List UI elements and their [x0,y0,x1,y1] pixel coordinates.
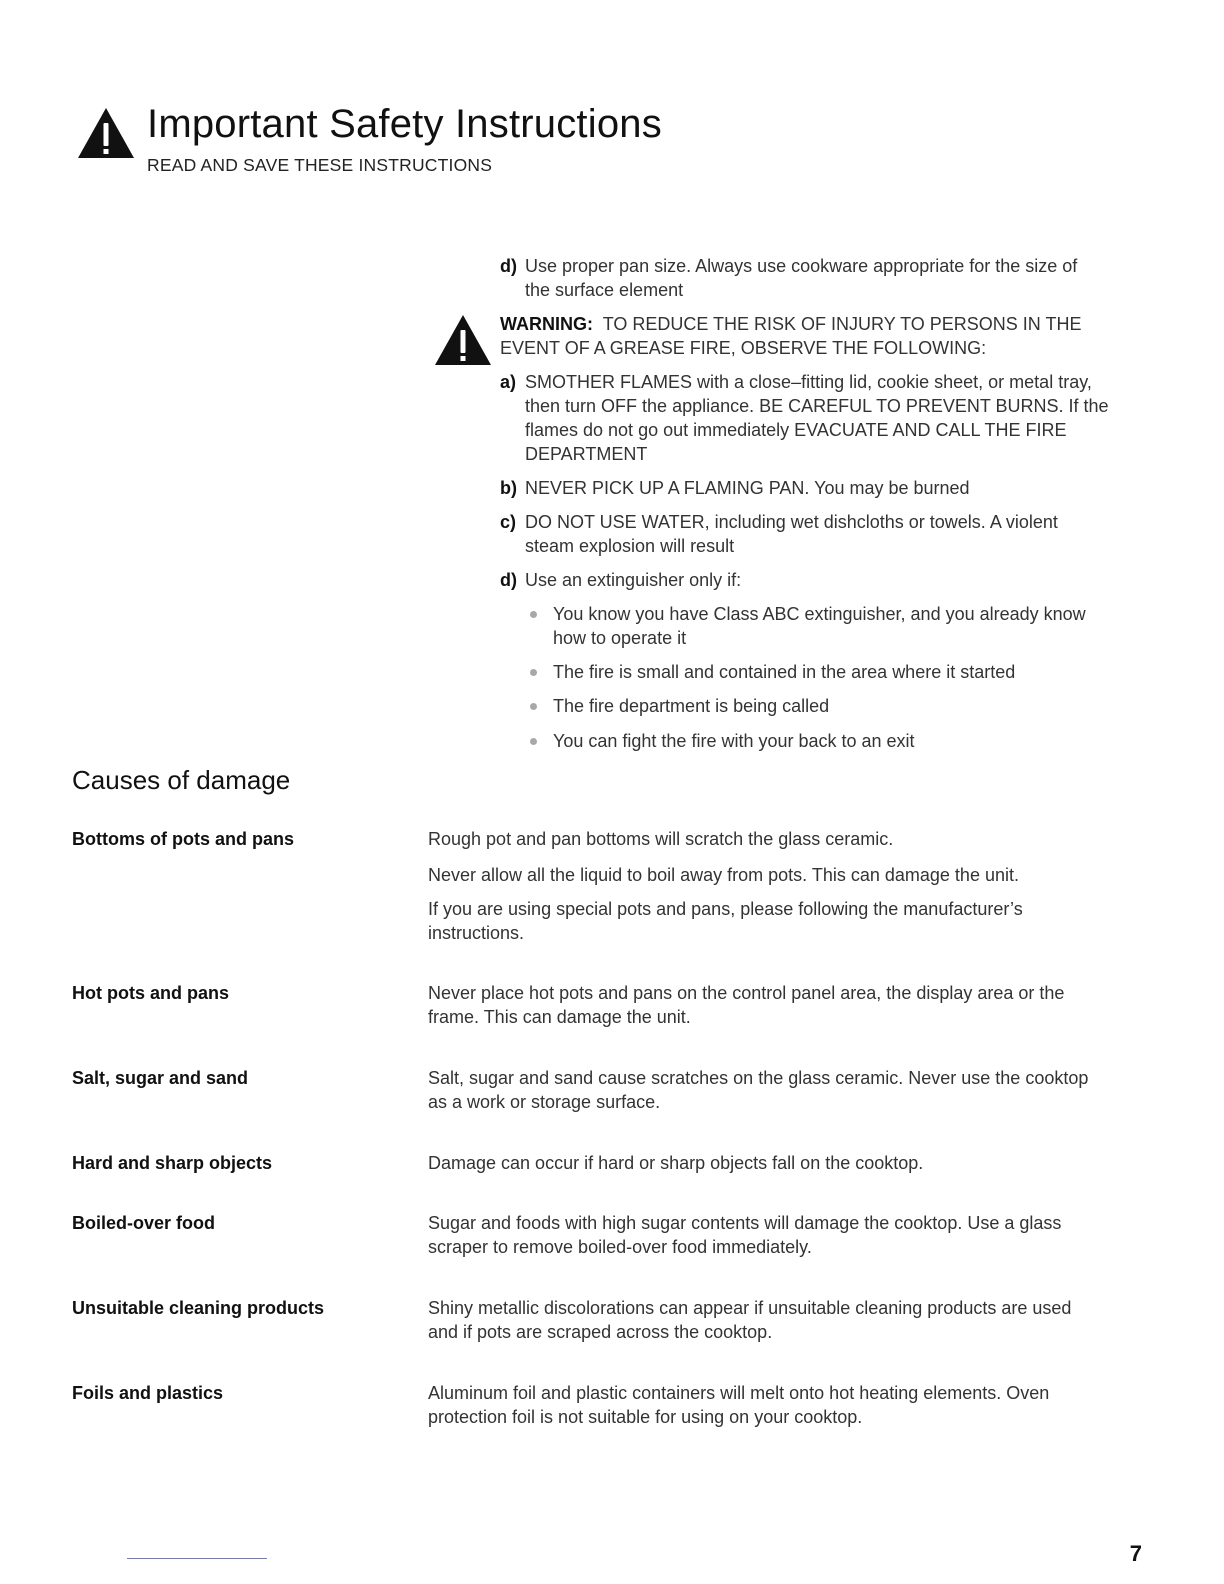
bullet-3-line-1: The fire department is being called [553,696,830,716]
bullet-dot-icon [530,738,537,745]
item-b-line-1: NEVER PICK UP A FLAMING PAN. You may be burned [525,478,970,498]
item-c-label: c) [500,512,517,532]
row-cleaning-line-2: and if pots are scraped across the cooktop. [428,1322,773,1342]
item-a-line-3: flames do not go out immediately EVACUATE AND CALL THE FIRE [525,420,1067,440]
item-a-line-2: then turn OFF the appliance. BE CAREFUL TO PREVENT BURNS. If the [525,396,1109,416]
item-c-line-1: DO NOT USE WATER, including wet dishcloths or towels. A violent [525,512,1058,532]
page-number: 7 [1129,1541,1142,1566]
page-title: Important Safety Instructions [147,102,662,146]
item-a-line-4: DEPARTMENT [525,444,648,464]
footer-rule [127,1558,267,1559]
bullet-2-line-1: The fire is small and contained in the area where it started [553,662,1016,682]
bullet-dot-icon [530,703,537,710]
bullet-4-line-1: You can fight the fire with your back to an exit [553,731,915,751]
item-b-label: b) [500,478,517,498]
item-d1-line-1: Use proper pan size. Always use cookware appropriate for the size of [525,256,1078,276]
row-label-boiled-over: Boiled-over food [72,1213,215,1233]
item-d2-line-1: Use an extinguisher only if: [525,570,742,590]
row-label-foils: Foils and plastics [72,1383,224,1403]
bullet-dot-icon [530,669,537,676]
row-label-bottoms: Bottoms of pots and pans [72,829,294,849]
warning-icon [433,313,493,367]
row-bottoms-p3-line-1: If you are using special pots and pans, please following the manufacturer’s [428,899,1023,919]
row-foils-line-2: protection foil is not suitable for using on your cooktop. [428,1407,863,1427]
item-d1-label: d) [500,256,517,276]
row-label-hard-objects: Hard and sharp objects [72,1153,273,1173]
row-hard-objects-line-1: Damage can occur if hard or sharp objects fall on the cooktop. [428,1153,924,1173]
bullet-1-line-2: how to operate it [553,628,687,648]
row-boiled-over-line-1: Sugar and foods with high sugar contents will damage the cooktop. Use a glass [428,1213,1062,1233]
row-cleaning-line-1: Shiny metallic discolorations can appear if unsuitable cleaning products are used [428,1298,1072,1318]
warning-triangle-icon [76,106,136,160]
bullet-1-line-1: You know you have Class ABC extinguisher, and you already know [553,604,1086,624]
warning-text-1: TO REDUCE THE RISK OF INJURY TO PERSONS IN THE [602,314,1082,334]
warning-line-1 [500,313,1140,337]
row-salt-line-2: as a work or storage surface. [428,1092,661,1112]
bullet-dot-icon [530,611,537,618]
row-salt-line-1: Salt, sugar and sand cause scratches on the glass ceramic. Never use the cooktop [428,1068,1089,1088]
item-d2-label: d) [500,570,517,590]
page-subtitle: READ AND SAVE THESE INSTRUCTIONS [147,155,493,175]
row-boiled-over-line-2: scraper to remove boiled-over food immediately. [428,1237,812,1257]
row-foils-line-1: Aluminum foil and plastic containers will melt onto hot heating elements. Oven [428,1383,1050,1403]
row-label-cleaning: Unsuitable cleaning products [72,1298,325,1318]
warning-line-2: EVENT OF A GREASE FIRE, OBSERVE THE FOLLOWING: [500,338,987,358]
row-label-hot-pots: Hot pots and pans [72,983,229,1003]
warning-label: WARNING: [500,314,593,334]
section-title-causes: Causes of damage [72,765,291,795]
item-a-line-1: SMOTHER FLAMES with a close–fitting lid, cookie sheet, or metal tray, [525,372,1092,392]
row-hot-pots-line-2: frame. This can damage the unit. [428,1007,691,1027]
row-hot-pots-line-1: Never place hot pots and pans on the control panel area, the display area or the [428,983,1065,1003]
row-bottoms-p2: Never allow all the liquid to boil away from pots. This can damage the unit. [428,865,1019,885]
item-c-line-2: steam explosion will result [525,536,735,556]
item-a-label: a) [500,372,517,392]
item-d1-line-2: the surface element [525,280,684,300]
row-label-salt: Salt, sugar and sand [72,1068,249,1088]
row-bottoms-p1: Rough pot and pan bottoms will scratch the glass ceramic. [428,829,894,849]
row-bottoms-p3-line-2: instructions. [428,923,525,943]
